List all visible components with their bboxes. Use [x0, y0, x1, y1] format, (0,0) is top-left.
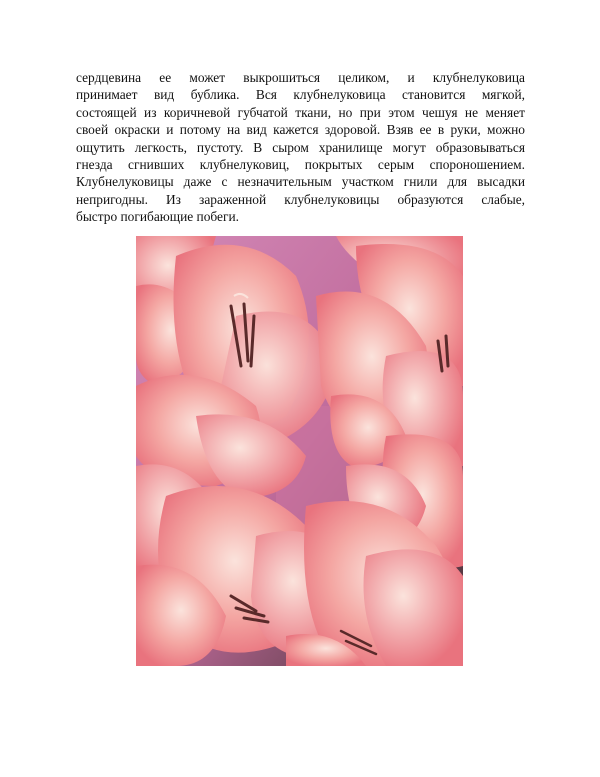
gladiolus-photo: [136, 236, 463, 666]
paragraph-line: своей окраски и потому на вид кажется здоровой. Взяв ее в руки, можно: [76, 122, 525, 138]
paragraph-line: сердцевина ее может выкрошиться целиком, и клубнелуковица: [76, 70, 525, 85]
body-paragraph: [76, 69, 525, 226]
gladiolus-illustration: [136, 236, 463, 666]
paragraph-line: состоящей из коричневой губчатой ткани, но при этом чешуя не меняет: [76, 104, 525, 120]
paragraph-line: непригодны. Из зараженной клубнелуковицы образуются слабые,: [76, 191, 525, 207]
paragraph-line: ощутить легкость, пустоту. В сыром хранилище могут образовываться: [76, 139, 525, 155]
paragraph-line: принимает вид бублика. Вся клубнелуковица становится мягкой,: [76, 87, 525, 103]
paragraph-line: быстро погибающие побеги.: [76, 209, 240, 225]
paragraph-line: гнезда сгнивших клубнелуковиц, покрытых серым спороношением.: [76, 157, 525, 173]
paragraph-line: Клубнелуковицы даже с незначительным участком гнили для высадки: [76, 174, 525, 190]
